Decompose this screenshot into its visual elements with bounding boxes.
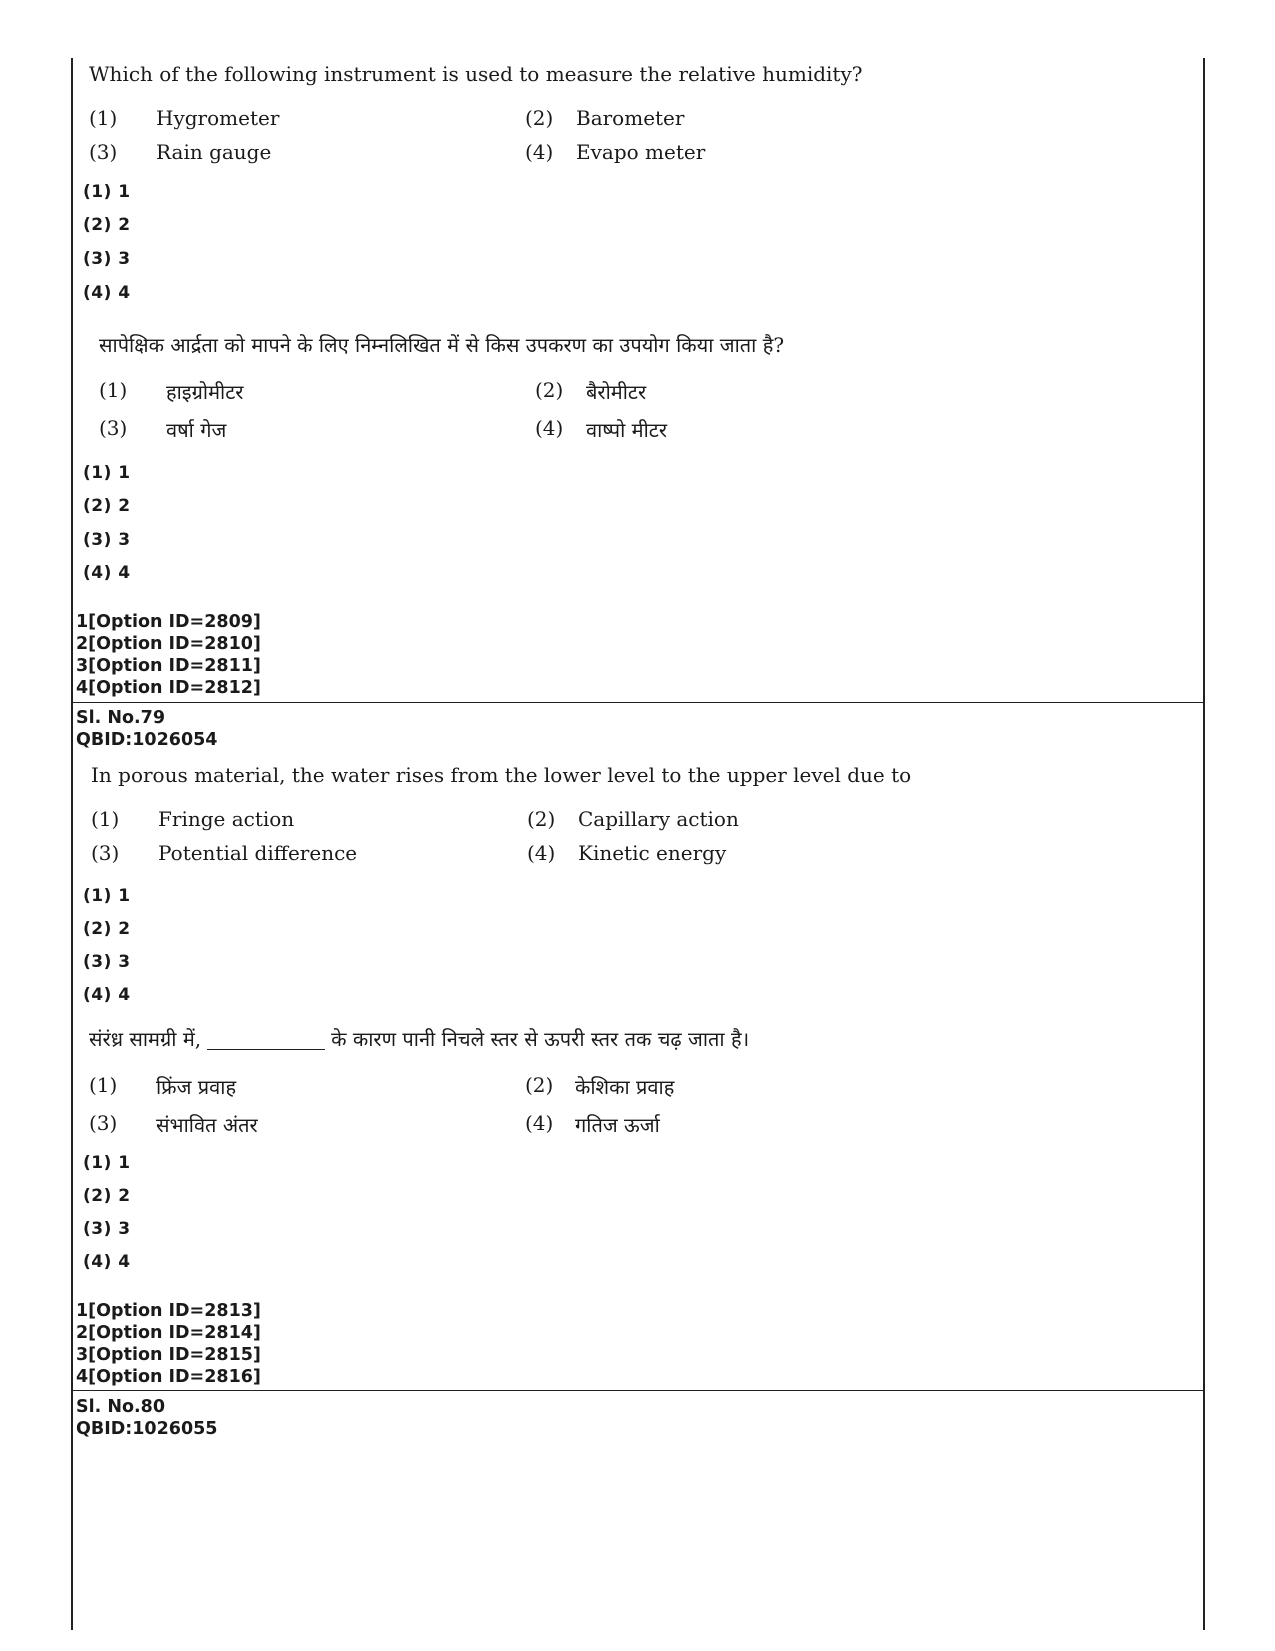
option-id: 2[Option ID=2810]	[76, 634, 261, 654]
answer-choice[interactable]: (4) 4	[83, 563, 131, 583]
option-number: (1)	[89, 1073, 118, 1097]
option-text: फ्रिंज प्रवाह	[156, 1075, 237, 1099]
question-text-hindi: सापेक्षिक आर्द्रता को मापने के लिए निम्नलिखित में से किस उपकरण का उपयोग किया जाता है?	[99, 333, 785, 357]
serial-number: Sl. No.80	[76, 1397, 166, 1417]
option-text: वाष्पो मीटर	[586, 418, 668, 442]
answer-choice[interactable]: (2) 2	[83, 919, 131, 939]
answer-choice[interactable]: (1) 1	[83, 1153, 131, 1173]
answer-choice[interactable]: (3) 3	[83, 530, 131, 550]
answer-choice[interactable]: (3) 3	[83, 1219, 131, 1239]
option-text: हाइग्रोमीटर	[166, 380, 244, 404]
option-id: 2[Option ID=2814]	[76, 1323, 261, 1343]
option-number: (2)	[525, 106, 554, 130]
option-text: Rain gauge	[156, 140, 272, 164]
option-text: संभावित अंतर	[156, 1113, 258, 1137]
option-number: (2)	[535, 378, 564, 402]
answer-choice[interactable]: (4) 4	[83, 985, 131, 1005]
answer-choice[interactable]: (3) 3	[83, 249, 131, 269]
option-text: Potential difference	[158, 841, 358, 865]
qbid: QBID:1026055	[76, 1419, 218, 1439]
option-id: 4[Option ID=2812]	[76, 678, 261, 698]
option-text: वर्षा गेज	[166, 418, 227, 442]
option-text: गतिज ऊर्जा	[575, 1113, 660, 1137]
option-number: (4)	[535, 416, 564, 440]
option-id: 4[Option ID=2816]	[76, 1367, 261, 1387]
answer-choice[interactable]: (1) 1	[83, 463, 131, 483]
option-id: 3[Option ID=2811]	[76, 656, 261, 676]
option-id: 3[Option ID=2815]	[76, 1345, 261, 1365]
qbid: QBID:1026054	[76, 730, 218, 750]
option-text: Kinetic energy	[578, 841, 727, 865]
answer-choice[interactable]: (2) 2	[83, 1186, 131, 1206]
answer-choice[interactable]: (2) 2	[83, 496, 131, 516]
question-text: In porous material, the water rises from the lower level to the upper level due to	[91, 763, 912, 787]
serial-number: Sl. No.79	[76, 708, 166, 728]
option-text: बैरोमीटर	[586, 380, 647, 404]
option-text: केशिका प्रवाह	[575, 1075, 675, 1099]
divider	[71, 702, 1205, 703]
fill-in-blank	[207, 1049, 325, 1050]
option-number: (3)	[89, 140, 118, 164]
option-text: Barometer	[576, 106, 685, 130]
question-meta	[76, 707, 218, 751]
option-text: Capillary action	[578, 807, 739, 831]
option-number: (1)	[89, 106, 118, 130]
question-text: Which of the following instrument is used to measure the relative humidity?	[89, 62, 863, 86]
option-number: (3)	[99, 416, 128, 440]
option-id-list	[76, 1300, 261, 1388]
question-text-hindi	[89, 1025, 749, 1052]
option-number: (2)	[527, 807, 556, 831]
option-number: (4)	[527, 841, 556, 865]
option-id-list	[76, 611, 261, 699]
answer-choice[interactable]: (4) 4	[83, 283, 131, 303]
option-number: (1)	[91, 807, 120, 831]
divider	[71, 1390, 1205, 1391]
answer-choice[interactable]: (4) 4	[83, 1252, 131, 1272]
option-id: 1[Option ID=2809]	[76, 612, 261, 632]
option-text: Hygrometer	[156, 106, 280, 130]
option-number: (1)	[99, 378, 128, 402]
question-meta	[76, 1396, 218, 1440]
option-number: (3)	[91, 841, 120, 865]
answer-choice[interactable]: (1) 1	[83, 886, 131, 906]
question-text-part: संरंध्र सामग्री में,	[89, 1027, 202, 1051]
option-number: (4)	[525, 1111, 554, 1135]
question-text-part: के कारण पानी निचले स्तर से ऊपरी स्तर तक चढ़ जाता है।	[331, 1027, 750, 1051]
option-text: Evapo meter	[576, 140, 706, 164]
option-number: (2)	[525, 1073, 554, 1097]
option-id: 1[Option ID=2813]	[76, 1301, 261, 1321]
option-number: (3)	[89, 1111, 118, 1135]
option-text: Fringe action	[158, 807, 295, 831]
answer-choice[interactable]: (3) 3	[83, 952, 131, 972]
answer-choice[interactable]: (2) 2	[83, 215, 131, 235]
option-number: (4)	[525, 140, 554, 164]
answer-choice[interactable]: (1) 1	[83, 182, 131, 202]
